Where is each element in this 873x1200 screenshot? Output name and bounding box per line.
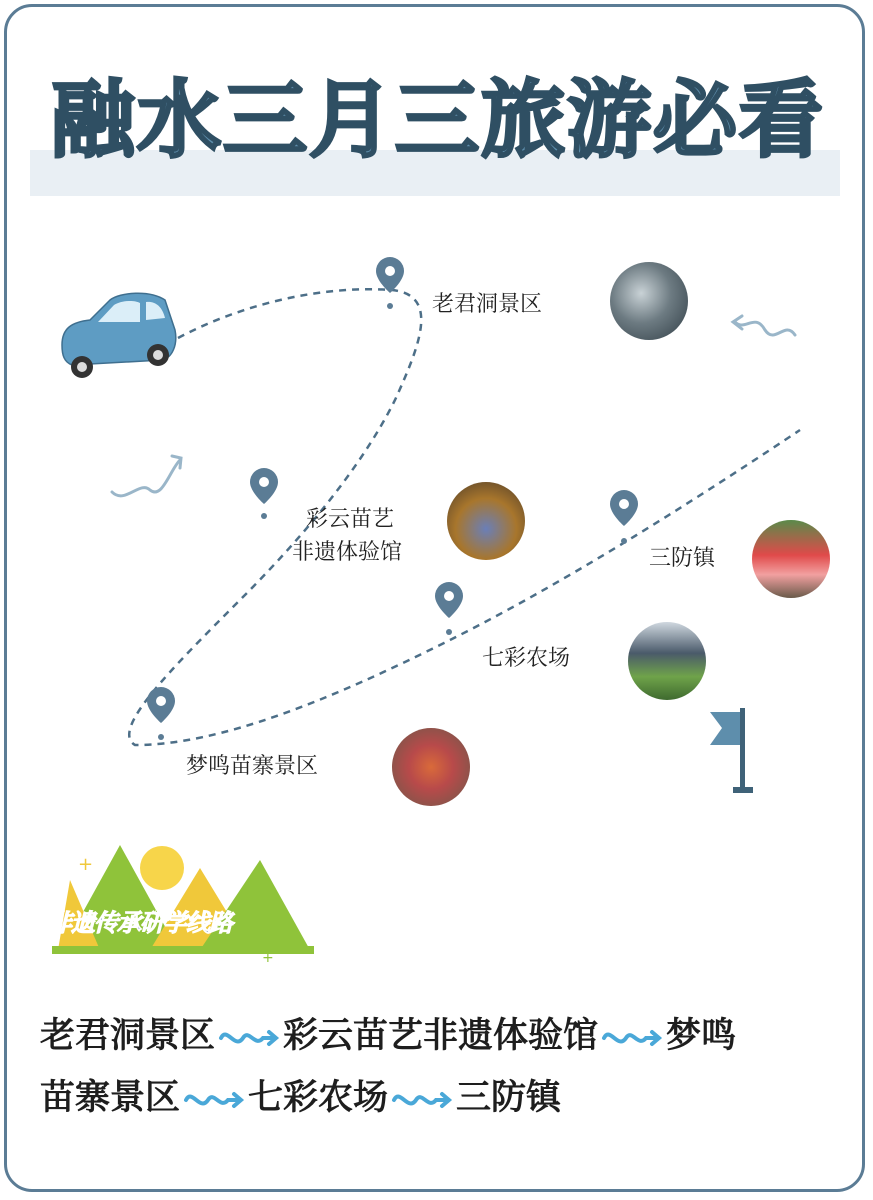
swirl-arrow-icon <box>600 1022 664 1052</box>
page-title: 融水三月三旅游必看 <box>50 71 825 169</box>
photo-sanfang-town <box>752 520 830 598</box>
swirl-arrow-icon <box>112 460 180 496</box>
svg-text:+: + <box>262 950 274 966</box>
photo-laojun-cave <box>610 262 688 340</box>
location-pin-icon <box>250 468 278 519</box>
photo-qicai-farm <box>628 622 706 700</box>
route-summary <box>40 1005 840 1129</box>
section-badge-title: 非遗传承研学线路 <box>48 909 232 937</box>
stop-label-mengming: 梦鸣苗寨景区 <box>186 754 319 779</box>
location-pin-icon <box>376 257 404 309</box>
route-stop: 彩云苗艺非遗体验馆 <box>283 1016 599 1056</box>
stop-label-caiyun-line2: 非遗体验馆 <box>292 540 403 565</box>
location-pin-icon <box>435 582 463 635</box>
route-stop: 七彩农场 <box>248 1078 389 1118</box>
swirl-arrow-icon <box>390 1084 454 1114</box>
photo-caiyun-workshop <box>447 482 525 560</box>
swirl-arrow-icon <box>217 1022 281 1052</box>
location-pin-icon <box>147 687 175 740</box>
photo-mengming-village <box>392 728 470 806</box>
svg-text:+: + <box>78 854 94 875</box>
swirl-arrow-icon <box>735 322 795 335</box>
stop-label-caiyun-line1: 彩云苗艺 <box>306 507 395 532</box>
stop-label-laojun: 老君洞景区 <box>432 292 543 317</box>
route-stop: 三防镇 <box>456 1078 562 1118</box>
route-stop: 梦鸣 <box>666 1016 737 1056</box>
stop-label-qicai: 七彩农场 <box>482 646 571 671</box>
route-stop: 苗寨景区 <box>40 1078 181 1118</box>
swirl-arrow-icon <box>182 1084 246 1114</box>
flag-icon <box>710 708 753 793</box>
stop-label-sanfang: 三防镇 <box>649 546 716 571</box>
route-stop: 老君洞景区 <box>40 1016 216 1056</box>
car-icon <box>62 293 176 378</box>
